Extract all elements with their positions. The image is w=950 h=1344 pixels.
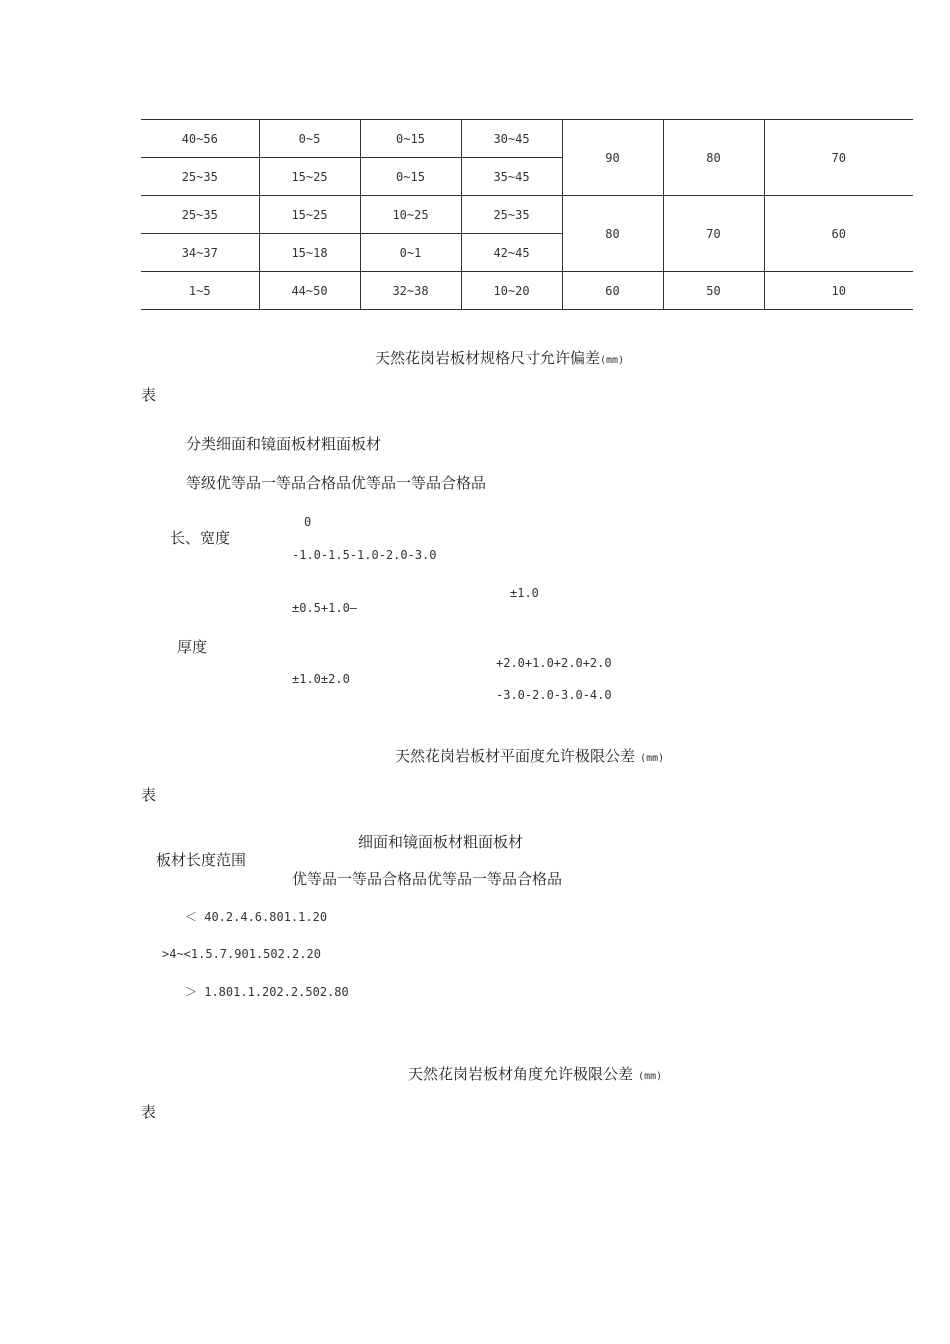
table-cell: 15~25 [259,196,360,234]
table-cell: 10 [764,272,913,310]
table-cell: 60 [562,272,663,310]
table-cell: 1~5 [141,272,259,310]
table-cell: 10~20 [461,272,562,310]
length-width-values: -1.0-1.5-1.0-2.0-3.0 [292,548,437,562]
table-row [141,120,913,158]
section2-length-range-label: 板材长度范围 [156,851,247,869]
table-cell: 70 [663,196,764,272]
section2-title-line [395,748,664,764]
table-cell: 34~37 [141,234,259,272]
section3-unit: (mm) [638,1071,663,1082]
table-cell: 32~38 [360,272,461,310]
section1-unit: (mm) [600,355,625,366]
length-width-label: 长、宽度 [170,529,231,547]
table-cell: 60 [764,196,913,272]
section2-header-category: 细面和镜面板材粗面板材 [358,833,524,851]
granite-spec-table [141,119,913,310]
table-cell: 0~5 [259,120,360,158]
table-cell: 0~15 [360,120,461,158]
flatness-row-1: ＜ 40.2.4.6.801.1.20 [185,910,328,924]
section3-title-line [408,1066,662,1082]
section1-header-grade: 等级优等品一等品合格品优等品一等品合格品 [186,474,487,492]
table-cell: 50 [663,272,764,310]
flatness-row-2: >4~<1.5.7.901.502.2.20 [162,947,321,961]
table-row [141,272,913,310]
section2-unit: (mm) [640,753,665,764]
thickness-label: 厚度 [177,638,208,656]
section1-header-category: 分类细面和镜面板材粗面板材 [186,435,382,453]
section3-title: 天然花岗岩板材角度允许极限公差 [408,1065,634,1083]
flatness-row-3: ＞ 1.801.1.202.2.502.80 [185,985,349,999]
plus-minus-right-value: ±1.0 [510,586,539,600]
table-cell: 25~35 [141,158,259,196]
section2-table-label: 表 [141,786,157,804]
table-row [141,196,913,234]
section1-zero-value: 0 [304,515,312,529]
section2-title: 天然花岗岩板材平面度允许极限公差 [395,747,636,765]
table-cell: 44~50 [259,272,360,310]
table-cell: 10~25 [360,196,461,234]
table-cell: 25~35 [141,196,259,234]
table-cell: 80 [663,120,764,196]
section1-title: 天然花岗岩板材规格尺寸允许偏差 [375,349,601,367]
table-cell: 15~25 [259,158,360,196]
section3-table-label: 表 [141,1103,157,1121]
table-cell: 40~56 [141,120,259,158]
table-cell: 70 [764,120,913,196]
section1-table-label: 表 [141,386,157,404]
table-cell: 0~15 [360,158,461,196]
section2-header-grade: 优等品一等品合格品优等品一等品合格品 [292,870,563,888]
plus-minus-left-value: ±0.5+1.0— [292,601,358,615]
thickness-left-values: ±1.0±2.0 [292,672,350,686]
thickness-plus-values: +2.0+1.0+2.0+2.0 [496,656,612,670]
table-cell: 35~45 [461,158,562,196]
table-cell: 80 [562,196,663,272]
table-cell: 30~45 [461,120,562,158]
table-cell: 90 [562,120,663,196]
table-cell: 42~45 [461,234,562,272]
thickness-minus-values: -3.0-2.0-3.0-4.0 [496,688,612,702]
table-cell: 0~1 [360,234,461,272]
table-cell: 25~35 [461,196,562,234]
table-cell: 15~18 [259,234,360,272]
section1-title-line [375,350,624,366]
